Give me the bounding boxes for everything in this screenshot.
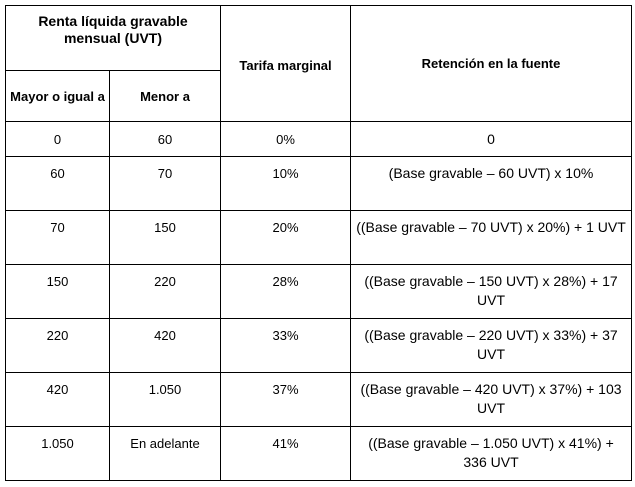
- header-max: Menor a: [110, 71, 221, 122]
- cell-min: 220: [6, 319, 110, 373]
- cell-max: 60: [110, 122, 221, 157]
- cell-max: 220: [110, 265, 221, 319]
- header-marginal-rate: Tarifa marginal: [221, 6, 351, 122]
- cell-rate: 37%: [221, 373, 351, 427]
- table-row: [6, 319, 632, 373]
- cell-withholding: (Base gravable – 60 UVT) x 10%: [351, 157, 632, 211]
- cell-withholding: ((Base gravable – 420 UVT) x 37%) + 103 UVT: [351, 373, 632, 427]
- cell-rate: 20%: [221, 211, 351, 265]
- cell-withholding: ((Base gravable – 1.050 UVT) x 41%) + 336 UVT: [351, 427, 632, 481]
- table-row: [6, 122, 632, 157]
- cell-min: 70: [6, 211, 110, 265]
- cell-min: 60: [6, 157, 110, 211]
- cell-withholding: ((Base gravable – 70 UVT) x 20%) + 1 UVT: [351, 211, 632, 265]
- cell-min: 420: [6, 373, 110, 427]
- cell-withholding: 0: [351, 122, 632, 157]
- cell-min: 150: [6, 265, 110, 319]
- cell-min: 1.050: [6, 427, 110, 481]
- header-min: Mayor o igual a: [6, 71, 110, 122]
- header-withholding: Retención en la fuente: [351, 6, 632, 122]
- cell-max: En adelante: [110, 427, 221, 481]
- table-row: [6, 373, 632, 427]
- cell-withholding: ((Base gravable – 220 UVT) x 33%) + 37 UVT: [351, 319, 632, 373]
- cell-max: 1.050: [110, 373, 221, 427]
- table-row: [6, 211, 632, 265]
- table-row: [6, 157, 632, 211]
- cell-max: 420: [110, 319, 221, 373]
- withholding-rate-table: [5, 5, 632, 481]
- header-taxable-income: Renta líquida gravable mensual (UVT): [6, 6, 221, 71]
- table-row: [6, 427, 632, 481]
- cell-max: 150: [110, 211, 221, 265]
- cell-rate: 28%: [221, 265, 351, 319]
- cell-withholding: ((Base gravable – 150 UVT) x 28%) + 17 UVT: [351, 265, 632, 319]
- cell-min: 0: [6, 122, 110, 157]
- cell-rate: 41%: [221, 427, 351, 481]
- table-row: [6, 265, 632, 319]
- cell-rate: 33%: [221, 319, 351, 373]
- cell-rate: 10%: [221, 157, 351, 211]
- cell-rate: 0%: [221, 122, 351, 157]
- cell-max: 70: [110, 157, 221, 211]
